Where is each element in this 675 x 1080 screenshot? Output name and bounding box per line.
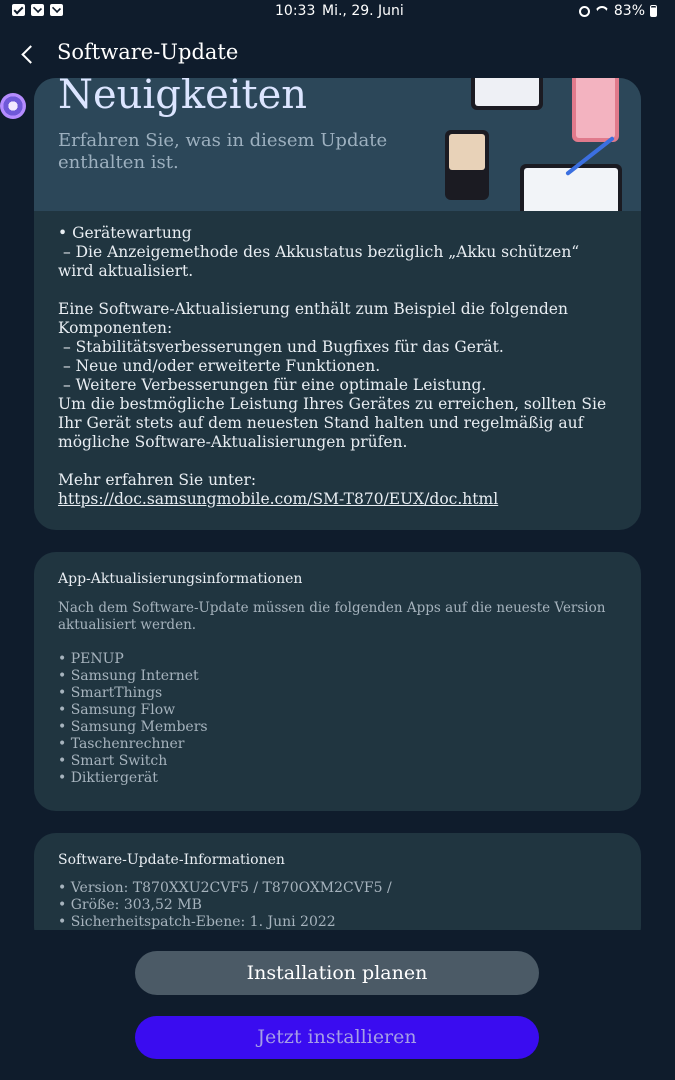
list-item: • SmartThings [58, 685, 163, 701]
app-header [0, 34, 675, 74]
foldable-phone-illustration [445, 130, 489, 200]
install-now-button[interactable]: Jetzt installieren [135, 1016, 539, 1059]
list-item: • Samsung Members [58, 719, 208, 735]
phone-illustration [572, 78, 619, 142]
software-info-card [34, 833, 641, 930]
battery-percent: 83% [613, 3, 645, 19]
list-item: • Samsung Flow [58, 702, 176, 718]
news-body [58, 224, 618, 509]
news-card [34, 78, 641, 530]
software-info-list [58, 880, 392, 930]
page-title: Software-Update [57, 40, 239, 64]
news-line: Um die bestmögliche Leistung Ihres Gerätes zu erreichen, sollten Sie Ihr Gerät stets auf dem neuesten Stand halten und regelmäßig auf mögliche Software-Aktualisierungen prüfen. [58, 395, 612, 451]
wifi-icon [595, 6, 609, 16]
app-update-title: App-Aktualisierungsinformationen [58, 571, 303, 587]
status-bar [0, 0, 675, 24]
list-item: • Sicherheitspatch-Ebene: 1. Juni 2022 [58, 914, 336, 930]
news-banner [34, 78, 641, 211]
tablet-illustration [471, 78, 543, 110]
news-line: – Weitere Verbesserungen für eine optimale Leistung. [58, 376, 487, 394]
list-item: • Samsung Internet [58, 668, 199, 684]
more-info-link[interactable]: https://doc.samsungmobile.com/SM-T870/EUX/doc.html [58, 490, 499, 508]
news-subtitle: Erfahren Sie, was in diesem Update enthalten ist. [58, 130, 388, 173]
news-line: – Stabilitätsverbesserungen und Bugfixes für das Gerät. [58, 338, 504, 356]
news-line: Eine Software-Aktualisierung enthält zum Beispiel die folgenden Komponenten: [58, 300, 573, 337]
schedule-installation-button[interactable]: Installation planen [135, 951, 539, 995]
app-list [58, 651, 208, 787]
news-title: Neuigkeiten [58, 78, 308, 118]
list-item: • Smart Switch [58, 753, 168, 769]
list-item: • Version: T870XXU2CVF5 / T870OXM2CVF5 / [58, 880, 392, 896]
list-item: • Taschenrechner [58, 736, 185, 752]
battery-icon [650, 5, 657, 17]
app-update-description: Nach dem Software-Update müssen die folgenden Apps auf die neueste Version aktualisiert werden. [58, 600, 606, 633]
notification-icons [12, 4, 63, 16]
back-arrow-icon[interactable] [16, 40, 40, 68]
check-icon [12, 4, 25, 16]
alarm-icon [579, 6, 590, 17]
news-line: – Die Anzeigemethode des Akkustatus bezüglich „Akku schützen“ wird aktualisiert. [58, 243, 585, 280]
list-item: • Größe: 303,52 MB [58, 897, 202, 913]
content-scroll[interactable] [34, 78, 641, 930]
status-date: Mi., 29. Juni [322, 3, 404, 19]
mail-icon [31, 4, 44, 16]
news-line: • Gerätewartung [58, 224, 192, 242]
list-item: • Diktiergerät [58, 770, 158, 786]
mail-icon [50, 4, 63, 16]
system-icons [579, 3, 657, 19]
status-time: 10:33 [275, 3, 316, 19]
app-update-card [34, 552, 641, 811]
news-line: Mehr erfahren Sie unter: [58, 471, 257, 489]
news-line: – Neue und/oder erweiterte Funktionen. [58, 357, 381, 375]
edge-panel-handle[interactable] [0, 93, 26, 119]
software-info-title: Software-Update-Informationen [58, 852, 285, 868]
list-item: • PENUP [58, 651, 124, 667]
